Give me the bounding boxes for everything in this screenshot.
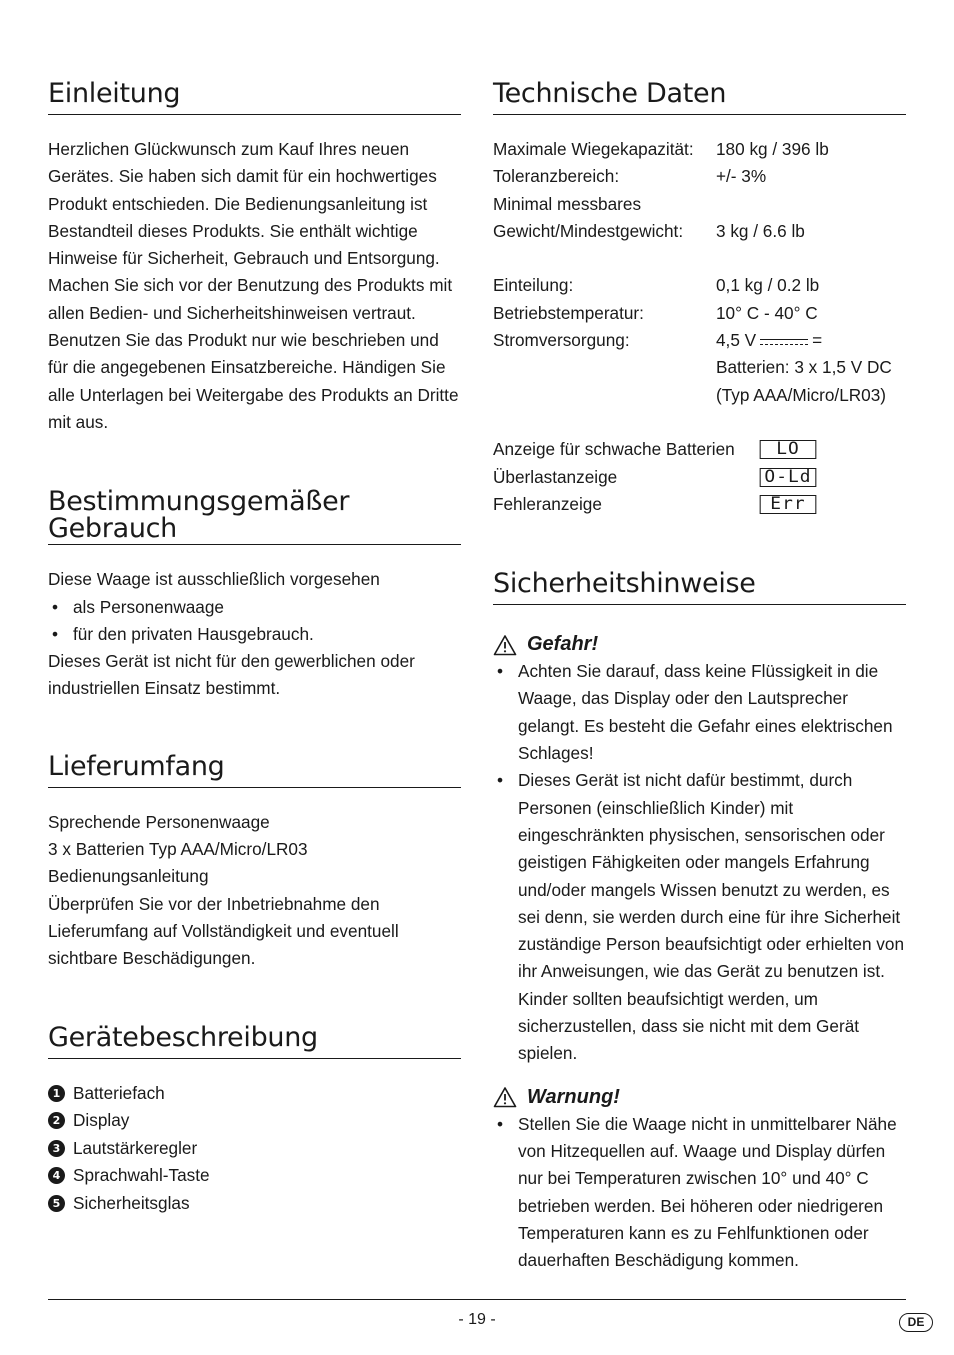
number-badge: 5 xyxy=(48,1195,65,1212)
geraet-item-label: Lautstärkeregler xyxy=(73,1137,198,1158)
warnung-list xyxy=(493,1111,906,1275)
tech-row xyxy=(493,136,906,163)
heading-einleitung: Einleitung xyxy=(48,80,461,115)
number-badge: 4 xyxy=(48,1167,65,1184)
indicator-label: Überlastanzeige xyxy=(493,466,618,487)
tech-value: 10° C - 40° C xyxy=(716,302,818,323)
lieferumfang-item: Sprechende Personenwaage xyxy=(48,811,270,832)
heading-lieferumfang: Lieferumfang xyxy=(48,753,461,788)
list-item: • Stellen Sie die Waage nicht in unmittelbarer Nähe von Hitzequellen auf. Waage und Display dürfen nur bei Temperaturen zwischen 10° und 40° C betrieben werden. Bei höheren oder niedrigeren Temperaturen kann es zu Fehlfunktionen oder dauerhaften Beschädigung kommen. xyxy=(493,1111,906,1275)
power-voltage: 4,5 V xyxy=(716,330,757,351)
tech-row xyxy=(493,354,906,381)
tech-label: Maximale Wiegekapazität: xyxy=(493,139,694,159)
list-item: • für den privaten Hausgebrauch. xyxy=(48,621,461,648)
lieferumfang-item: Bedienungsanleitung xyxy=(48,866,209,887)
lieferumfang-note: Überprüfen Sie vor der Inbetriebnahme den Lieferumfang auf Vollständigkeit und eventuell sichtbare Beschädigungen. xyxy=(48,893,399,969)
gefahr-list xyxy=(493,658,906,1067)
gefahr-heading xyxy=(493,631,906,658)
gebrauch-outro: Dieses Gerät ist nicht für den gewerblichen oder industriellen Einsatz bestimmt. xyxy=(48,651,415,699)
right-column xyxy=(493,80,906,1274)
tech-label: Einteilung: xyxy=(493,275,574,296)
tech-value xyxy=(716,191,906,218)
tech-row xyxy=(493,218,906,245)
geraet-item-label: Batteriefach xyxy=(73,1082,165,1103)
tech-row xyxy=(493,163,906,190)
footer-divider xyxy=(48,1299,906,1300)
heading-geraet: Gerätebeschreibung xyxy=(48,1024,461,1059)
geraet-item xyxy=(48,1080,461,1108)
warnung-heading xyxy=(493,1084,906,1111)
tech-value: (Typ AAA/Micro/LR03) xyxy=(716,384,887,405)
tech-row xyxy=(493,382,906,409)
einleitung-text: Herzlichen Glückwunsch zum Kauf Ihres neuen Gerätes. Sie haben sich damit für ein hochwertiges Produkt entschieden. Die Bedienungsanleitung ist Bestandteil dieses Produkts. Sie enthält wichtige Hinweise für Sicherheit, Gebrauch und Entsorgung. Machen Sie sich vor der Benutzung des Produkts mit allen Bedien- und Sicherheitshinweisen vertraut. Benutzen Sie das Produkt nur wie beschrieben und für die angegebenen Einsatzbereiche. Händigen Sie alle Unterlagen bei Weitergabe des Produkts an Dritte mit aus. xyxy=(48,139,459,432)
lcd-display-lo: LO xyxy=(760,440,817,459)
geraet-item-label: Display xyxy=(73,1110,130,1131)
number-badge: 3 xyxy=(48,1140,65,1157)
page-number: - 19 - xyxy=(458,1311,496,1328)
heading-sicherheitshinweise: Sicherheitshinweise xyxy=(493,570,906,605)
lcd-display-err: Err xyxy=(760,495,817,514)
number-badge: 2 xyxy=(48,1112,65,1129)
warning-triangle-icon xyxy=(493,1086,517,1108)
list-item: • Dieses Gerät ist nicht dafür bestimmt, durch Personen (einschließlich Kinder) mit eingeschränkten physischen, sensorischen oder geistigen Fähigkeiten oder mangels Erfahrung und/oder mangels Wissen benutzt zu werden, es sei denn, sie werden durch eine für ihre Sicherheit zuständige Person beaufsichtigt oder erhielten von ihr Anweisungen, wie das Gerät zu benutzen ist. Kinder sollten beaufsichtigt werden, um sicherzustellen, dass sie nicht mit dem Gerät spielen. xyxy=(493,767,906,1067)
geraet-item-label: Sprachwahl-Taste xyxy=(73,1165,210,1186)
tech-label: Minimal messbares xyxy=(493,193,642,214)
warning-triangle-icon xyxy=(493,634,517,656)
tech-row xyxy=(493,300,906,327)
indicator-row xyxy=(493,436,906,463)
dc-symbol-icon xyxy=(760,337,808,347)
heading-gebrauch: Bestimmungsgemäßer Gebrauch xyxy=(48,486,350,545)
tech-row xyxy=(493,272,906,299)
left-column xyxy=(48,80,461,1217)
heading-technische-daten: Technische Daten xyxy=(493,80,906,115)
indicator-label: Fehleranzeige xyxy=(493,493,602,514)
tech-label: Betriebstemperatur: xyxy=(493,302,644,323)
tech-label: Toleranzbereich: xyxy=(493,166,620,187)
indicator-row xyxy=(493,464,906,491)
geraet-item xyxy=(48,1162,461,1190)
gebrauch-intro: Diese Waage ist ausschließlich vorgesehen xyxy=(48,569,380,590)
tech-row xyxy=(493,191,906,218)
tech-value: +/- 3% xyxy=(716,166,767,187)
tech-value: 0,1 kg / 0.2 lb xyxy=(716,275,820,296)
indicator-label: Anzeige für schwache Batterien xyxy=(493,439,735,460)
geraet-item xyxy=(48,1190,461,1218)
indicator-row xyxy=(493,491,906,518)
gebrauch-list xyxy=(48,594,461,649)
power-equals: = xyxy=(812,330,823,351)
language-badge: DE xyxy=(899,1313,933,1332)
tech-value: Batterien: 3 x 1,5 V DC xyxy=(716,357,892,378)
tech-row-power xyxy=(493,327,906,354)
list-item: • als Personenwaage xyxy=(48,594,461,621)
warnung-title: Warnung! xyxy=(527,1085,620,1108)
tech-value-power xyxy=(716,327,906,354)
tech-label: Gewicht/Mindestgewicht: xyxy=(493,220,684,241)
lcd-display-old: O-Ld xyxy=(760,468,817,487)
gefahr-title: Gefahr! xyxy=(527,633,599,656)
geraet-item-label: Sicherheitsglas xyxy=(73,1192,190,1213)
tech-value: 3 kg / 6.6 lb xyxy=(716,220,805,241)
geraet-item xyxy=(48,1135,461,1163)
geraet-item xyxy=(48,1107,461,1135)
tech-label: Stromversorgung: xyxy=(493,330,630,351)
tech-value: 180 kg / 396 lb xyxy=(716,139,829,159)
number-badge: 1 xyxy=(48,1085,65,1102)
lieferumfang-item: 3 x Batterien Typ AAA/Micro/LR03 xyxy=(48,839,308,860)
list-item: • Achten Sie darauf, dass keine Flüssigkeit in die Waage, das Display oder den Lautsprecher gelangt. Es besteht die Gefahr eines elektrischen Schlages! xyxy=(493,658,906,767)
